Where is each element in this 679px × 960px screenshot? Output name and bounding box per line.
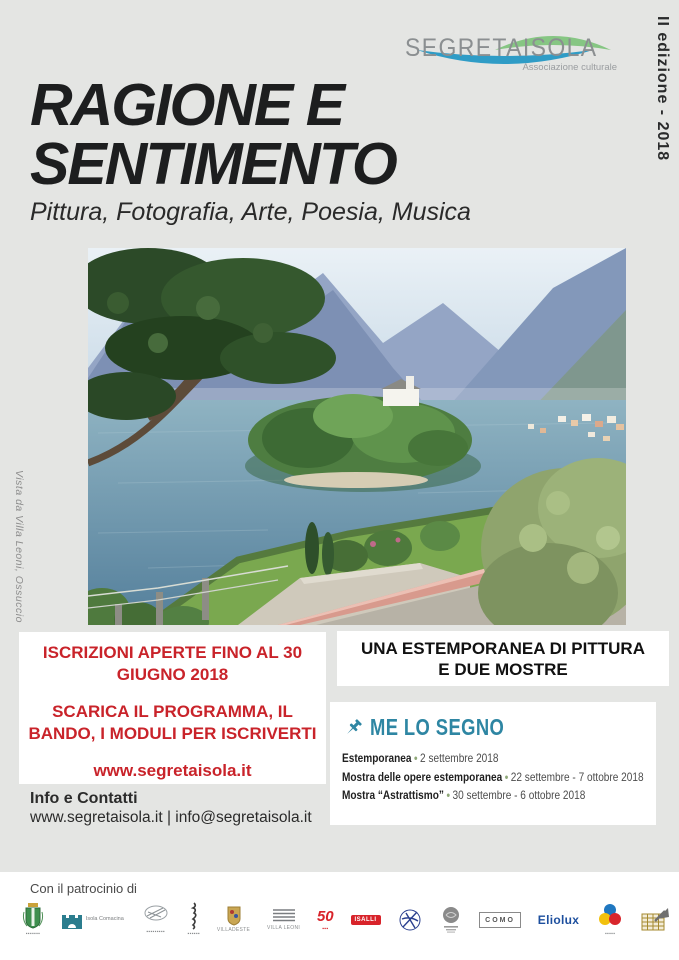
anniversary-50-logo: 50 ▪▪▪	[316, 907, 334, 932]
logo-label: Isola Comacina	[85, 916, 124, 923]
event-header: UNA ESTEMPORANEA DI PITTURA E DUE MOSTRE	[361, 639, 645, 680]
blue-monogram-icon	[397, 907, 423, 933]
logo-label: ISALLI	[351, 915, 381, 925]
logo-label: Eliolux	[537, 912, 580, 927]
patronage-title: Con il patrocinio di	[30, 881, 137, 896]
logo-label: 50	[316, 907, 334, 925]
medallion-icon	[440, 906, 462, 934]
crest-icon	[22, 902, 44, 930]
sketch-icon	[141, 904, 171, 928]
calligraphy-icon	[188, 902, 200, 930]
grid-arrow-logo	[641, 907, 671, 933]
contacts-line[interactable]: www.segretaisola.it | info@segretaisola.it	[30, 809, 312, 826]
isalli-logo	[351, 915, 381, 925]
como-logo	[479, 912, 521, 928]
bullet-icon: •	[446, 788, 450, 803]
fondazione-isola-comacina-logo: ▪▪▪▪▪▪▪▪▪	[141, 904, 171, 935]
contacts-title: Info e Contatti	[30, 790, 138, 807]
fotografico-tricolor-logo: ▪▪▪▪▪	[596, 902, 624, 937]
schedule-item: Mostra delle opere estemporanea • 22 settembre - 7 ottobre 2018	[342, 769, 644, 784]
villa-deste-logo	[217, 906, 250, 933]
logo-label: VILLA LEONI	[267, 925, 301, 931]
website-link[interactable]: www.segretaisola.it	[93, 761, 252, 781]
bullet-icon: •	[504, 769, 509, 784]
page-subtitle: Pittura, Fotografia, Arte, Poesia, Musica	[30, 198, 471, 226]
logo-label: COMO	[479, 912, 521, 928]
title-line1: RAGIONE E	[30, 72, 344, 138]
logo-label: VILLADESTE	[216, 927, 251, 933]
lake-como-photo	[88, 248, 626, 625]
enrollment-download: SCARICA IL PROGRAMMA, IL BANDO, I MODULI PER ISCRIVERTI	[28, 702, 317, 744]
photo-caption: Vista da Villa Leoni, Ossuccio	[13, 470, 25, 623]
contacts-section	[30, 790, 312, 827]
brand-name: SEGRETAISOLA	[405, 34, 598, 62]
edition-badge: II edizione - 2018	[654, 16, 671, 162]
eliolux-logo	[538, 913, 579, 927]
page-title	[30, 72, 396, 197]
schedule-title: ME LO SEGNO	[370, 714, 505, 740]
brand-logo	[403, 20, 623, 84]
schedule-item: Mostra “Astrattismo” • 30 settembre - 6 ottobre 2018	[342, 788, 586, 803]
patronage-strip	[0, 872, 679, 960]
enrollment-box	[19, 632, 326, 784]
bullet-icon: •	[413, 751, 418, 765]
event-header-strip	[337, 631, 669, 686]
comune-crest-logo: ▪▪▪▪▪▪▪	[22, 902, 44, 937]
villadeste-crest-icon	[226, 906, 242, 926]
grid-arrow-icon	[641, 907, 671, 933]
enrollment-deadline: ISCRIZIONI APERTE FINO AL 30 GIUGNO 2018	[42, 643, 303, 685]
associazione-calligraphy-logo: ▪▪▪▪▪▪	[188, 902, 200, 937]
isola-comacina-logo	[61, 911, 124, 929]
patronage-logo-row	[22, 902, 671, 937]
pushpin-icon	[342, 717, 364, 739]
gray-medallion-logo	[440, 906, 462, 934]
title-line2: SENTIMENTO	[30, 131, 396, 197]
blue-crest-logo	[397, 907, 423, 933]
schedule-box	[330, 702, 656, 825]
schedule-item: Estemporanea • 2 settembre 2018	[342, 751, 499, 765]
castle-icon	[61, 911, 83, 929]
brand-tagline: Associazione culturale	[522, 62, 617, 73]
villa-facade-icon	[271, 908, 297, 924]
tricolor-circles-icon	[596, 902, 624, 930]
villa-leoni-logo	[267, 908, 300, 931]
